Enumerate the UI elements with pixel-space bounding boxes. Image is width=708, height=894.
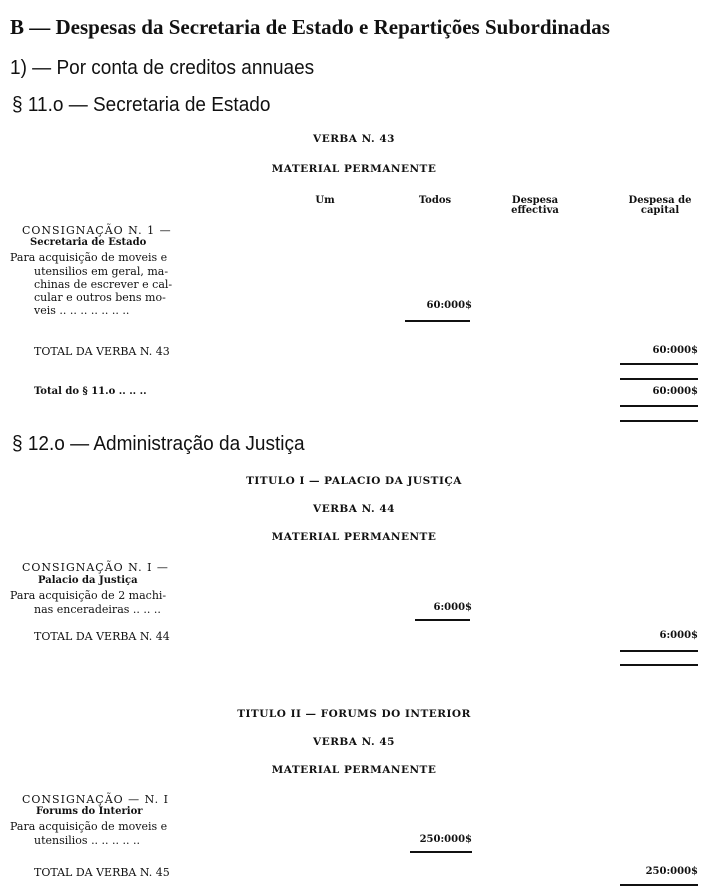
- titulo-1: TITULO I — PALACIO DA JUSTIÇA: [246, 475, 462, 487]
- column-todos: Todos: [418, 195, 452, 206]
- rule: [410, 851, 472, 853]
- desc-line: utensilios .. .. .. .. ..: [34, 834, 141, 847]
- total-verba-45: 250:000$: [645, 866, 698, 877]
- amount-45: 250:000$: [419, 834, 472, 845]
- rule: [620, 420, 698, 422]
- consignacao-44: CONSIGNAÇÃO N. I —: [22, 561, 169, 574]
- total-section-11-label: Total do § 11.o .. .. ..: [34, 386, 147, 397]
- column-despesa-effectiva: Despesa effectiva: [511, 195, 559, 216]
- document-heading: B — Despesas da Secretaria de Estado e Repartições Subordinadas: [10, 15, 610, 39]
- consignacao-1-name: Secretaria de Estado: [30, 237, 147, 248]
- titulo-2: TITULO II — FORUMS DO INTERIOR: [237, 708, 471, 720]
- rule: [620, 405, 698, 407]
- rule: [415, 619, 470, 621]
- rule: [620, 884, 698, 886]
- consignacao-1: CONSIGNAÇÃO N. 1 —: [22, 224, 172, 237]
- rule: [620, 664, 698, 666]
- material-permanente-45: MATERIAL PERMANENTE: [271, 764, 437, 776]
- rule: [405, 320, 470, 322]
- total-verba-43: 60:000$: [652, 345, 698, 356]
- consignacao-45-name: Forums do Interior: [36, 806, 143, 817]
- consignacao-44-name: Palacio da Justiça: [38, 575, 138, 586]
- column-um: Um: [315, 195, 335, 206]
- verba-44: VERBA N. 44: [313, 503, 395, 515]
- rule: [620, 650, 698, 652]
- verba-43: VERBA N. 43: [313, 133, 395, 145]
- desc-line: Para acquisição de 2 machi-: [10, 589, 167, 602]
- subheading: 1) — Por conta de creditos annuaes: [10, 57, 315, 79]
- total-verba-44-label: TOTAL DA VERBA N. 44: [34, 630, 170, 643]
- amount-43: 60:000$: [426, 300, 472, 311]
- desc-line: cular e outros bens mo-: [34, 291, 166, 304]
- rule: [620, 363, 698, 365]
- desc-line: veis .. .. .. .. .. .. ..: [34, 304, 130, 317]
- desc-line: utensilios em geral, ma-: [34, 265, 169, 278]
- total-verba-45-label: TOTAL DA VERBA N. 45: [34, 866, 170, 879]
- amount-44: 6:000$: [433, 602, 472, 613]
- section-11-title: § 11.o — Secretaria de Estado: [12, 94, 271, 116]
- desc-line: chinas de escrever e cal-: [34, 278, 173, 291]
- rule: [620, 378, 698, 380]
- verba-45: VERBA N. 45: [313, 736, 395, 748]
- desc-line: nas enceradeiras .. .. ..: [34, 603, 161, 616]
- desc-line: Para acquisição de moveis e: [10, 251, 168, 264]
- total-verba-43-label: TOTAL DA VERBA N. 43: [34, 345, 170, 358]
- material-permanente-43: MATERIAL PERMANENTE: [271, 163, 437, 175]
- consignacao-45: CONSIGNAÇÃO — N. I: [22, 793, 169, 806]
- section-12-title: § 12.o — Administração da Justiça: [12, 433, 305, 455]
- material-permanente-44: MATERIAL PERMANENTE: [271, 531, 437, 543]
- column-despesa-capital: Despesa de capital: [628, 195, 692, 216]
- desc-line: Para acquisição de moveis e: [10, 820, 168, 833]
- total-section-11: 60:000$: [652, 386, 698, 397]
- total-verba-44: 6:000$: [659, 630, 698, 641]
